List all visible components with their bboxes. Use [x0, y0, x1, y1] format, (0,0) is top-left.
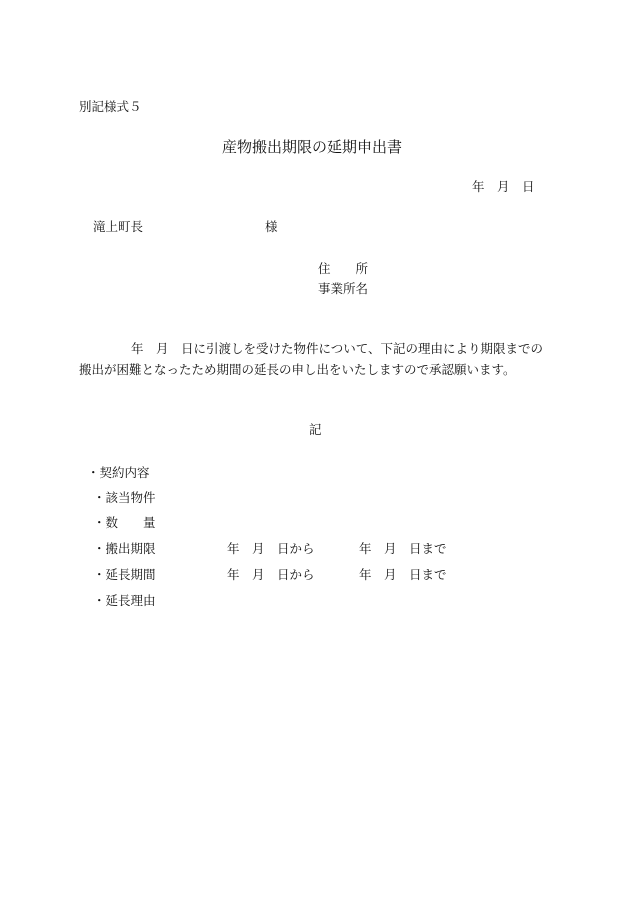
addressee-name: 滝上町長 [93, 219, 144, 234]
office-name-label: 事業所名 [318, 281, 369, 296]
date-line: 年 月 日 [472, 179, 535, 194]
address-label: 住 所 [318, 261, 369, 276]
request-text: 年 月 日に引渡しを受けた物件について、下記の理由により期限までの搬出が困難となったため期間の延長の申し出をいたしますので承認願います。 [79, 341, 544, 377]
removal-deadline-to: 年 月 日まで [359, 541, 447, 556]
item-quantity: ・数 量 [93, 515, 156, 530]
item-removal-deadline: ・搬出期限 [93, 541, 156, 556]
item-extension-reason: ・延長理由 [93, 593, 156, 608]
form-label: 別記様式５ [79, 99, 142, 114]
removal-deadline-from: 年 月 日から [227, 541, 315, 556]
request-paragraph [79, 339, 549, 380]
item-extension-period: ・延長期間 [93, 567, 156, 582]
item-contract-content: ・契約内容 [87, 465, 150, 480]
extension-period-from: 年 月 日から [227, 567, 315, 582]
extension-period-to: 年 月 日まで [359, 567, 447, 582]
item-target-property: ・該当物件 [93, 490, 156, 505]
document-title: 産物搬出期限の延期申出書 [222, 138, 403, 156]
ki-heading: 記 [309, 422, 322, 437]
addressee-honorific: 様 [265, 219, 278, 234]
